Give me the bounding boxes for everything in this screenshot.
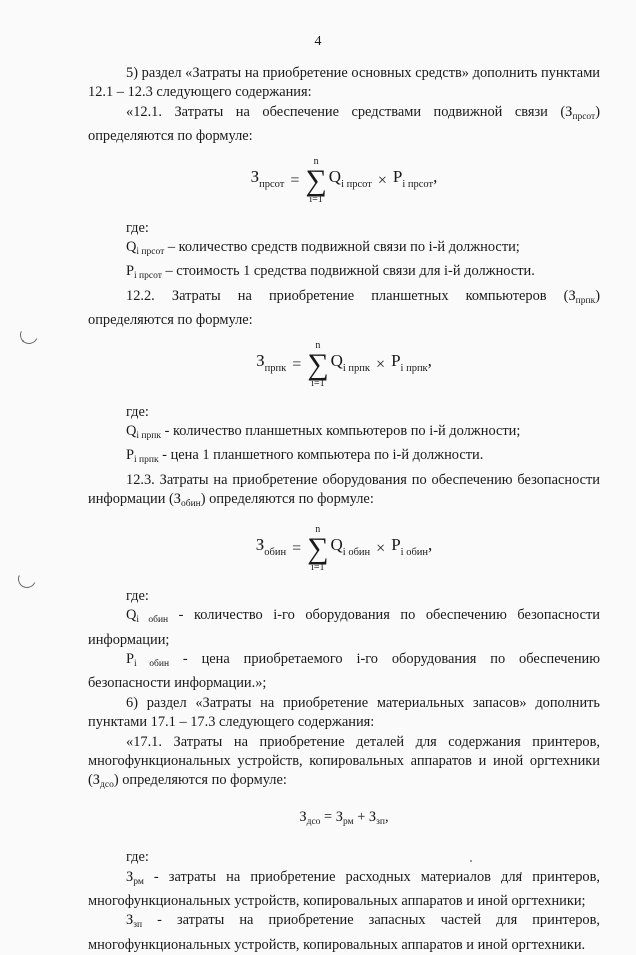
where-label: где:	[126, 587, 149, 604]
definition-z-zp: $З_{зп}$ - затраты на приобретение запасных частей для принтеров, многофункциональных устройств, копировальных аппаратов и иной оргтехники.	[88, 912, 600, 953]
formula-lhs: $З_{прсот}$	[250, 166, 285, 190]
definition-z-rm: $З_{рм}$ - затраты на приобретение расходных материалов для принтеров, многофункциональных устройств, копировальных аппаратов и иной оргтехники;	[88, 868, 600, 909]
text: «12.1. Затраты на обеспечение средствами подвижной связи (З	[126, 103, 573, 120]
where-label: где:	[126, 403, 149, 420]
scan-dot	[22, 340, 24, 342]
times-sign: ×	[376, 355, 386, 373]
formula-term-p: $P_{i прсот}$,	[392, 166, 438, 190]
where-label: где:	[126, 849, 149, 866]
sum-operator: n ∑ i=1	[307, 339, 329, 389]
formula-prsot	[88, 157, 600, 205]
definition-q-prpk: $Q_{i прпк}$ - количество планшетных компьютеров по i-й должности;	[126, 423, 521, 442]
sum-operator: n ∑ i=1	[305, 155, 327, 205]
equals-sign: =	[290, 171, 300, 189]
page-number: 4	[314, 34, 322, 49]
paragraph-12-2: 12.2. Затраты на приобретение планшетных компьютеров $(З_{прпк})$ определяются по формуле:	[88, 287, 600, 329]
definition-p-prpk: $P_{i прпк}$ - цена 1 планшетного компьютера по i-й должности.	[126, 447, 484, 466]
definition-p-obin: $P_{i обин}$ - цена приобретаемого i-го оборудования по обеспечению безопасности информации.»;	[88, 650, 600, 692]
where-label: где:	[126, 219, 149, 236]
definition-q-prsot: $Q_{i прсот}$ – количество средств подвижной связи по i-й должности;	[126, 239, 520, 258]
formula-term-q: $Q_{i прпк}$	[330, 350, 371, 374]
paragraph-12-3: 12.3. Затраты на приобретение оборудования по обеспечению безопасности информации $(З_{обин})$ определяются по формуле:	[88, 471, 600, 510]
formula-obin	[88, 525, 600, 573]
formula-term-q: $Q_{i прсот}$	[328, 166, 372, 190]
paragraph-17-1: «17.1. Затраты на приобретение деталей для содержания принтеров, многофункциональных устройств, копировальных аппаратов и иной оргтехники $(З_{дсо})$ определяются по формуле:	[88, 733, 600, 791]
scan-mark	[15, 567, 38, 590]
document-body	[88, 64, 600, 955]
scan-mark	[17, 323, 40, 346]
formula-term-p: $P_{i прпк}$,	[391, 350, 432, 374]
formula-lhs: $З_{прпк}$	[256, 350, 287, 374]
formula-term-p: $P_{i обин}$,	[391, 534, 433, 558]
equals-sign: =	[292, 355, 302, 373]
sum-operator: n ∑ i=1	[307, 523, 329, 573]
paragraph-section-6: 6) раздел «Затраты на приобретение материальных запасов» дополнить пунктами 17.1 – 17.3 следующего содержания:	[88, 694, 600, 731]
definition-p-prsot: $P_{i прсот}$ – стоимость 1 средства подвижной связи для i-й должности.	[126, 263, 535, 282]
paragraph-section-5: 5) раздел «Затраты на приобретение основных средств» дополнить пунктами 12.1 – 12.3 следующего содержания:	[88, 65, 600, 101]
subscript: прсот	[572, 111, 596, 122]
equals-sign: =	[292, 539, 302, 557]
paragraph-12-1	[88, 103, 600, 147]
formula-dso: $З_{дсо} = З_{рм} + З_{зп}$,	[299, 808, 389, 827]
formula-lhs: $З_{обин}$	[255, 534, 287, 558]
definition-q-obin: $Q_{i обин}$ - количество i-го оборудования по обеспечению безопасности информации;	[88, 607, 600, 648]
times-sign: ×	[376, 539, 386, 557]
formula-term-q: $Q_{i обин}$	[330, 534, 371, 558]
times-sign: ×	[377, 171, 387, 189]
text: ) определяются по формуле:	[88, 103, 600, 145]
formula-prpk	[88, 341, 600, 389]
